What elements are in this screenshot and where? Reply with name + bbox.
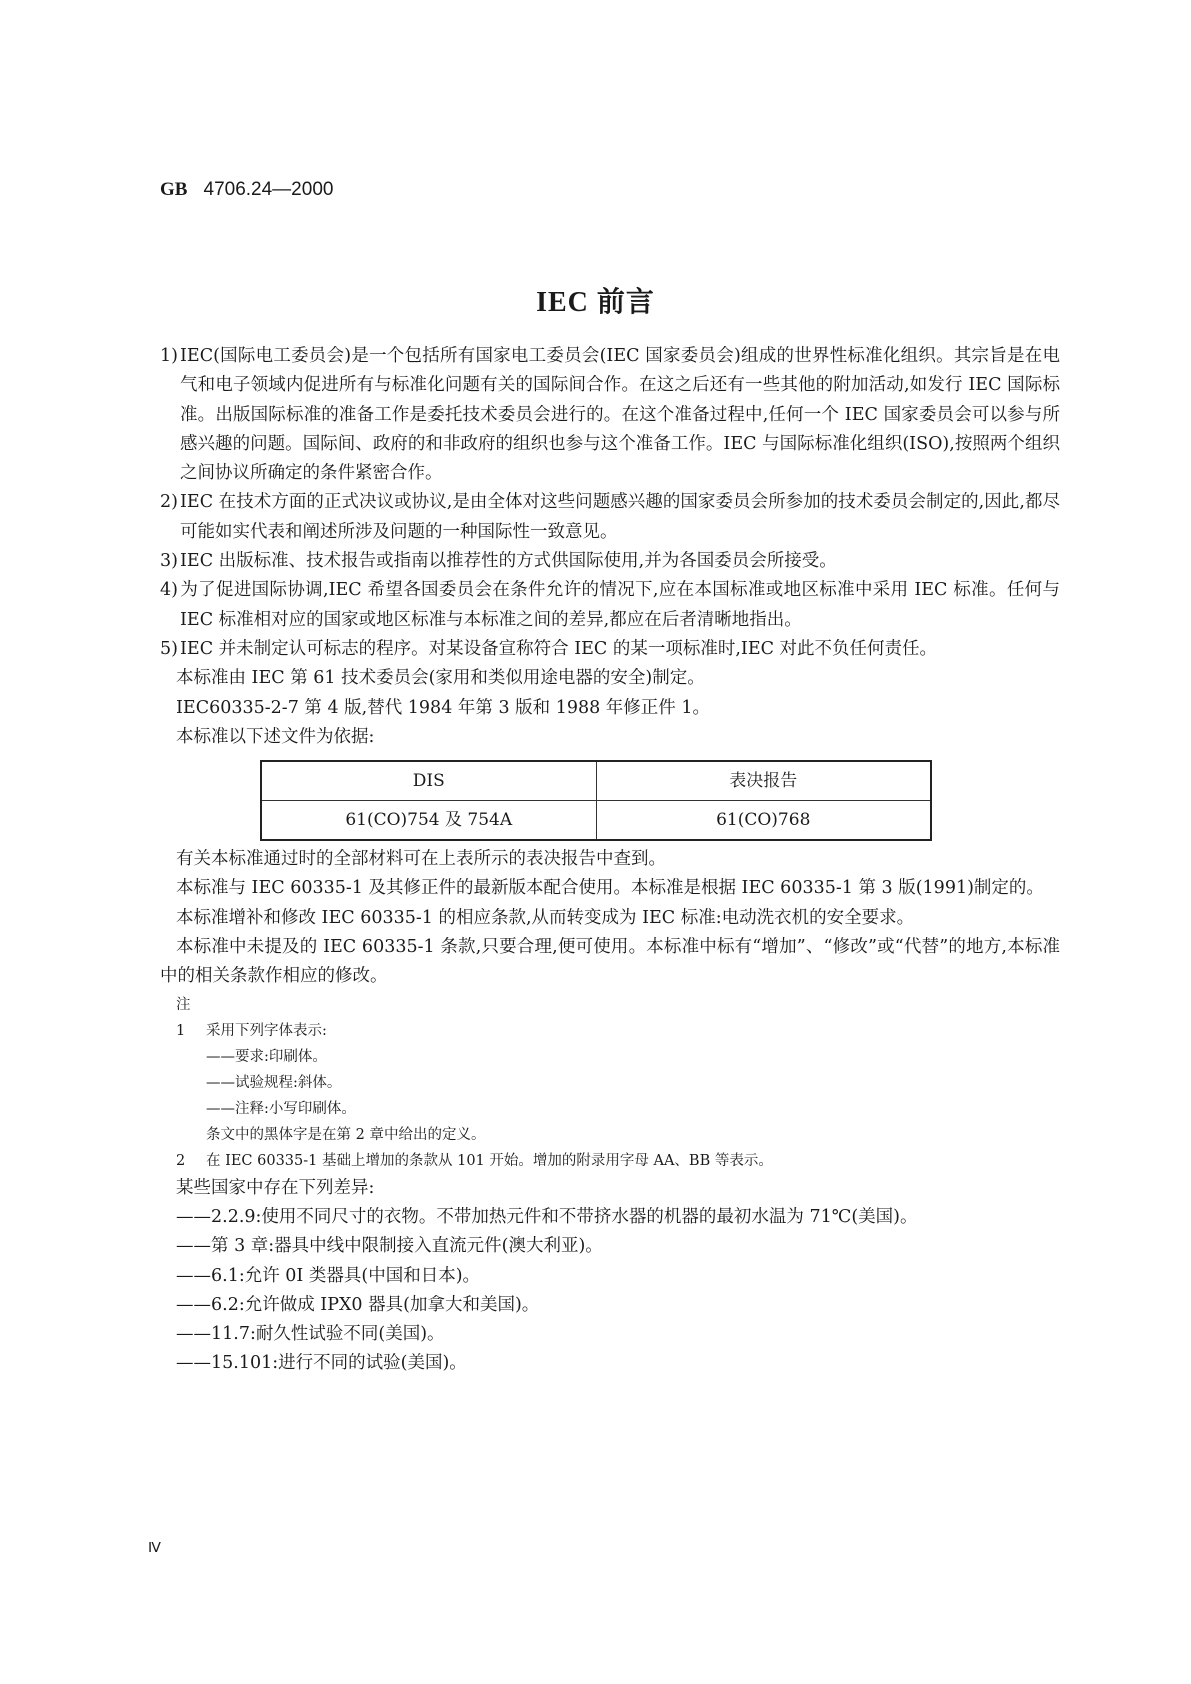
difference-item: ——6.1:允许 0I 类器具(中国和日本)。: [176, 1265, 481, 1286]
item-text: IEC 在技术方面的正式决议或协议,是由全体对这些问题感兴趣的国家委员会所参加的技术委员会制定的,因此,都尽可能如实代表和阐述所涉及问题的一种国际性一致意见。: [180, 492, 1060, 542]
item-text: IEC 并未制定认可标志的程序。对某设备宣称符合 IEC 的某一项标准时,IEC 对此不负任何责任。: [180, 638, 938, 659]
note-subitem: ——试验规程:斜体。: [206, 1074, 342, 1091]
note-text: 在 IEC 60335-1 基础上增加的条款从 101 开始。增加的附录用字母 AA、BB 等表示。: [206, 1152, 773, 1169]
list-item: [160, 488, 1060, 547]
document-header: [160, 178, 333, 201]
table-cell: 61(CO)754 及 754A: [261, 801, 596, 841]
paragraph: 有关本标准通过时的全部材料可在上表所示的表决报告中查到。: [176, 849, 666, 870]
page-title: IEC 前言: [536, 287, 655, 318]
difference-item: ——6.2:允许做成 IPX0 器具(加拿大和美国)。: [176, 1294, 540, 1315]
paragraph: 本标准中未提及的 IEC 60335-1 条款,只要合理,便可使用。本标准中标有“增加”、“修改”或“代替”的地方,本标准中的相关条款作相应的修改。: [160, 937, 1060, 987]
table-header-cell: DIS: [261, 761, 596, 801]
item-text: 为了促进国际协调,IEC 希望各国委员会在条件允许的情况下,应在本国标准或地区标准中采用 IEC 标准。任何与 IEC 标准相对应的国家或地区标准与本标准之间的差异,都应在后者清晰地指出。: [180, 580, 1060, 630]
note-number: 2: [176, 1152, 186, 1169]
reference-table: [260, 760, 932, 841]
paragraph: 本标准由 IEC 第 61 技术委员会(家用和类似用途电器的安全)制定。: [176, 668, 705, 689]
item-number: 5): [160, 638, 178, 659]
difference-item: ——15.101:进行不同的试验(美国)。: [176, 1353, 467, 1374]
notes-section: [160, 992, 1060, 1174]
note-subitem: ——注释:小写印刷体。: [206, 1100, 356, 1117]
note-extra: 条文中的黑体字是在第 2 章中给出的定义。: [206, 1126, 486, 1143]
document-body: [160, 342, 1060, 1379]
page-number: Ⅳ: [148, 1541, 161, 1556]
item-text: IEC(国际电工委员会)是一个包括所有国家电工委员会(IEC 国家委员会)组成的世界性标准化组织。其宗旨是在电气和电子领域内促进所有与标准化问题有关的国际间合作。在这之后还有一些其他的附加活动,如发行 IEC 国际标准。出版国际标准的准备工作是委托技术委员会进行的。在这个准备过程中,任何一个 IEC 国家委员会可以参与所感兴趣的问题。国际间、政府的和非政府的组织也参与这个准备工作。IEC 与国际标准化组织(ISO),按照两个组织之间协议所确定的条件紧密合作。: [180, 346, 1060, 484]
notes-label: 注: [176, 996, 191, 1013]
list-item: [160, 635, 1060, 664]
difference-item: ——11.7:耐久性试验不同(美国)。: [176, 1324, 445, 1345]
item-number: 3): [160, 551, 178, 572]
table-cell: 61(CO)768: [596, 801, 931, 841]
table-header-cell: 表决报告: [596, 761, 931, 801]
note-subitem: ——要求:印刷体。: [206, 1048, 327, 1065]
standard-prefix: GB: [160, 179, 188, 200]
table-header-row: [261, 761, 931, 801]
item-text: IEC 出版标准、技术报告或指南以推荐性的方式供国际使用,并为各国委员会所接受。: [180, 551, 837, 572]
list-item: [160, 547, 1060, 576]
differences-intro: 某些国家中存在下列差异:: [176, 1177, 375, 1198]
standard-number: 4706.24—2000: [203, 179, 334, 200]
list-item: [160, 342, 1060, 488]
paragraph: 本标准以下述文件为依据:: [176, 726, 375, 747]
note-text: 采用下列字体表示:: [206, 1022, 327, 1039]
item-number: 2): [160, 492, 178, 513]
paragraph: 本标准与 IEC 60335-1 及其修正件的最新版本配合使用。本标准是根据 IEC 60335-1 第 3 版(1991)制定的。: [176, 878, 1044, 899]
difference-item: ——第 3 章:器具中线中限制接入直流元件(澳大利亚)。: [176, 1236, 603, 1257]
paragraph: 本标准增补和修改 IEC 60335-1 的相应条款,从而转变成为 IEC 标准:电动洗衣机的安全要求。: [176, 907, 915, 928]
note-number: 1: [176, 1022, 186, 1039]
difference-item: ——2.2.9:使用不同尺寸的衣物。不带加热元件和不带挤水器的机器的最初水温为 71℃(美国)。: [176, 1206, 918, 1227]
paragraph: IEC60335-2-7 第 4 版,替代 1984 年第 3 版和 1988 年修正件 1。: [176, 697, 711, 718]
list-item: [160, 576, 1060, 635]
item-number: 4): [160, 580, 178, 601]
table-row: [261, 801, 931, 841]
item-number: 1): [160, 346, 178, 366]
note-item: [160, 1148, 1060, 1174]
note-item: [160, 1018, 1060, 1044]
